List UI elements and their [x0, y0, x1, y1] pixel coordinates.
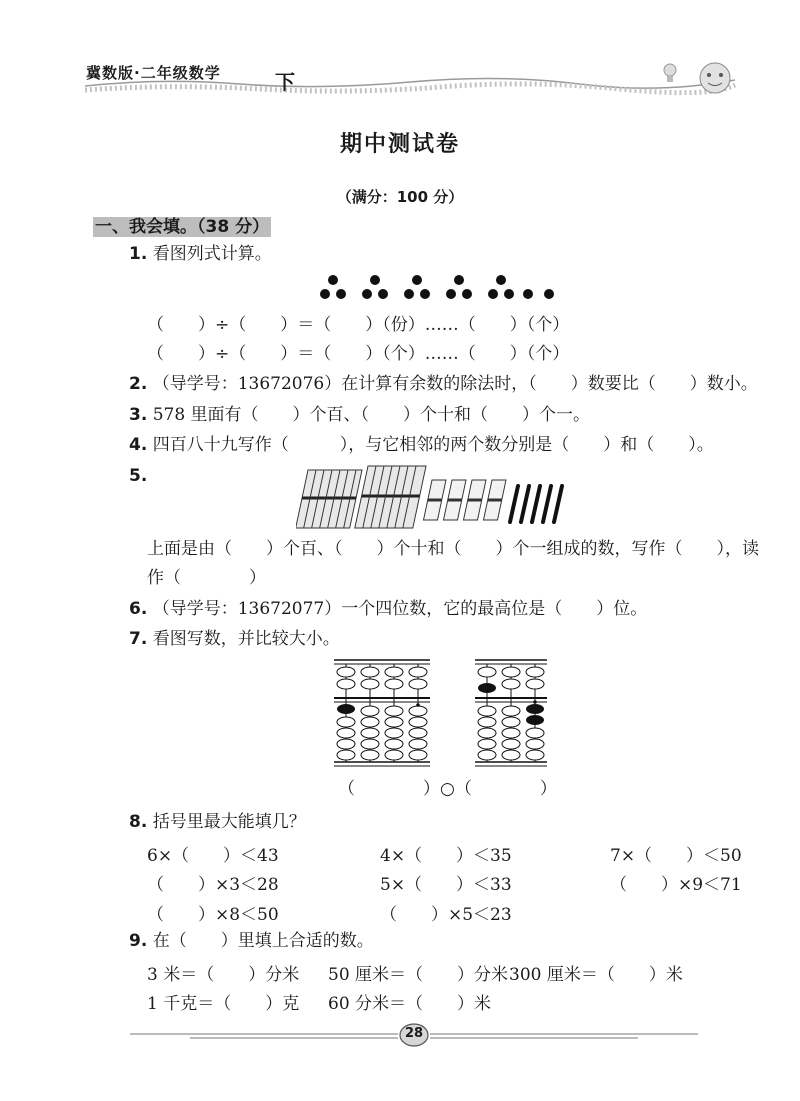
question-8: 8. 括号里最大能填几？ — [129, 812, 306, 832]
lightbulb-icon — [664, 64, 676, 82]
header-edition: 冀数版·二年级数学 — [86, 64, 221, 82]
question-4: 4. 四百八十九写作（ ），与它相邻的两个数分别是（ ）和（ ）。 — [129, 435, 714, 455]
q1-answer-line-1: （ ）÷（ ）＝（ ）（份）……（ ）（个） — [147, 315, 570, 335]
question-6: 6. （导学号：13672077）一个四位数，它的最高位是（ ）位。 — [129, 599, 648, 619]
page-number: 28 — [404, 1026, 424, 1041]
q9-item: 300 厘米＝（ ）米 — [509, 965, 683, 985]
q8-item: （ ）×5＜23 — [380, 905, 512, 925]
q8-item: （ ）×3＜28 — [147, 875, 279, 895]
section-title: 一、我会填。（38 分） — [95, 217, 270, 237]
q1-answer-line-2: （ ）÷（ ）＝（ ）（个）……（ ）（个） — [147, 344, 570, 364]
q5-answer-line-1: 上面是由（ ）个百、（ ）个十和（ ）个一组成的数，写作（ ），读 — [147, 539, 759, 559]
q8-item: 4×（ ）＜35 — [380, 846, 512, 866]
question-2: 2. （导学号：13672076）在计算有余数的除法时，（ ）数要比（ ）数小。 — [129, 374, 758, 394]
question-7: 7. 看图写数，并比较大小。 — [129, 629, 340, 649]
q9-item: 1 千克＝（ ）克 — [147, 994, 300, 1014]
sticks-bundles-figure — [296, 464, 568, 530]
section-heading — [93, 212, 271, 237]
q5-answer-line-2: 作（ ） — [147, 568, 266, 588]
q8-item: （ ）×8＜50 — [147, 905, 279, 925]
question-9: 9. 在（ ）里填上合适的数。 — [129, 931, 374, 951]
q9-item: 50 厘米＝（ ）分米 — [328, 965, 509, 985]
abacus-right — [473, 656, 549, 768]
header-volume: 下 — [275, 70, 295, 94]
q7-compare: （ ）○（ ） — [338, 779, 557, 799]
page-title: 期中测试卷 — [339, 132, 460, 157]
q8-item: （ ）×9＜71 — [610, 875, 742, 895]
q8-item: 7×（ ）＜50 — [610, 846, 742, 866]
abacus-left — [332, 656, 432, 768]
cartoon-globe-icon — [700, 63, 730, 93]
q9-item: 3 米＝（ ）分米 — [147, 965, 300, 985]
question-3: 3. 578 里面有（ ）个百、（ ）个十和（ ）个一。 — [129, 405, 591, 425]
full-score: （满分：100 分） — [336, 188, 464, 206]
question-5: 5. — [129, 466, 148, 486]
q8-item: 6×（ ）＜43 — [147, 846, 279, 866]
q9-item: 60 分米＝（ ）米 — [328, 994, 492, 1014]
dots-figure — [316, 272, 566, 304]
question-1: 1. 看图列式计算。 — [129, 244, 272, 264]
q8-item: 5×（ ）＜33 — [380, 875, 512, 895]
